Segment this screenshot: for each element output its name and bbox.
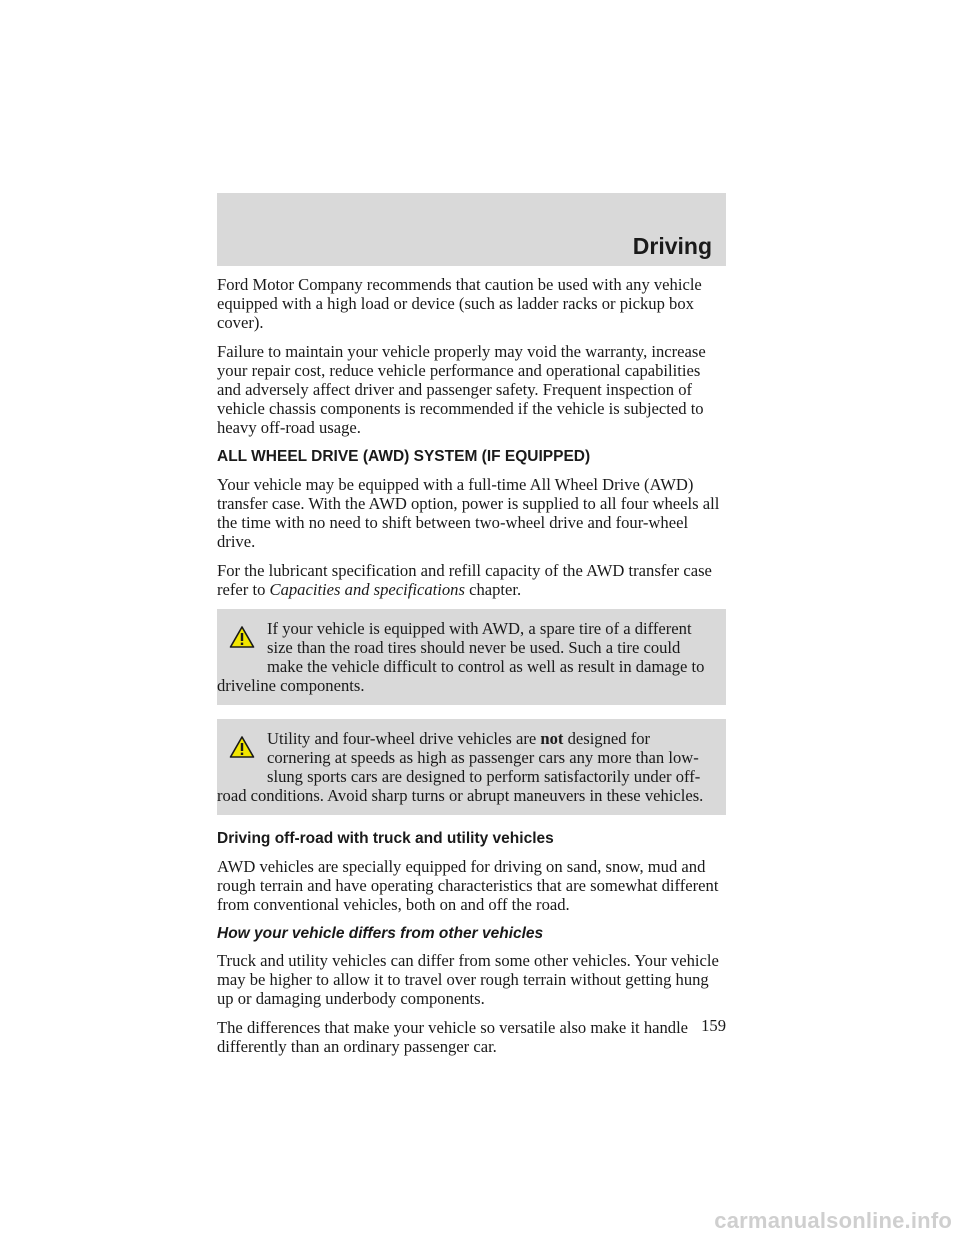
- warning-text: [217, 729, 716, 805]
- page-number: 159: [701, 1016, 726, 1035]
- warning-text: If your vehicle is equipped with AWD, a spare tire of a different size than the road tires should never be used. Such a tire could make the vehicle difficult to control as well as result in damage to driveline components.: [217, 619, 705, 695]
- subsection-heading: How your vehicle differs from other vehicles: [217, 925, 544, 942]
- text: Utility and four-wheel drive vehicles are: [267, 729, 541, 748]
- warning-triangle-icon: [217, 735, 267, 773]
- paragraph: Truck and utility vehicles can differ from some other vehicles. Your vehicle may be higher to allow it to travel over rough terrain without getting hung up or damaging underbody components.: [217, 951, 719, 1008]
- text: For the lubricant specification and refill capacity of the AWD transfer case refer to: [217, 561, 712, 599]
- paragraph: [217, 561, 726, 599]
- emphasis: not: [540, 729, 564, 748]
- watermark: carmanualsonline.info: [714, 1208, 952, 1233]
- paragraph: Your vehicle may be equipped with a full-time All Wheel Drive (AWD) transfer case. With the AWD option, power is supplied to all four wheels all the time with no need to shift between two-wheel drive and four-wheel drive.: [217, 475, 720, 551]
- warning-triangle-icon: [217, 625, 267, 663]
- chapter-reference: Capacities and specifications: [269, 580, 465, 599]
- paragraph: Ford Motor Company recommends that caution be used with any vehicle equipped with a high load or device (such as ladder racks or pickup box cover).: [217, 275, 702, 332]
- paragraph: The differences that make your vehicle so versatile also make it handle differently than an ordinary passenger car.: [217, 1018, 689, 1056]
- text: designed for cornering at speeds as high as passenger cars any more than low-slung sports cars are designed to perform satisfactorily under off-road conditions. Avoid sharp turns or abrupt maneuvers in these vehicles.: [217, 729, 704, 805]
- section-heading-awd: ALL WHEEL DRIVE (AWD) SYSTEM (IF EQUIPPED): [217, 448, 591, 465]
- paragraph: AWD vehicles are specially equipped for driving on sand, snow, mud and rough terrain and have operating characteristics that are somewhat different from conventional vehicles, both on and off the road.: [217, 857, 719, 914]
- page-title: Driving: [632, 233, 712, 259]
- section-heading-offroad: Driving off-road with truck and utility vehicles: [217, 830, 554, 847]
- warning-box: [217, 719, 726, 815]
- paragraph: Failure to maintain your vehicle properly may void the warranty, increase your repair cost, reduce vehicle performance and operational capabilities and adversely affect driver and passenger safety. Frequent inspection of vehicle chassis components is recommended if the vehicle is subjected to heavy off-road usage.: [217, 342, 706, 437]
- header-band: [217, 193, 726, 266]
- warning-box: [217, 609, 726, 705]
- page-content: [217, 275, 726, 1066]
- text: chapter.: [464, 580, 522, 599]
